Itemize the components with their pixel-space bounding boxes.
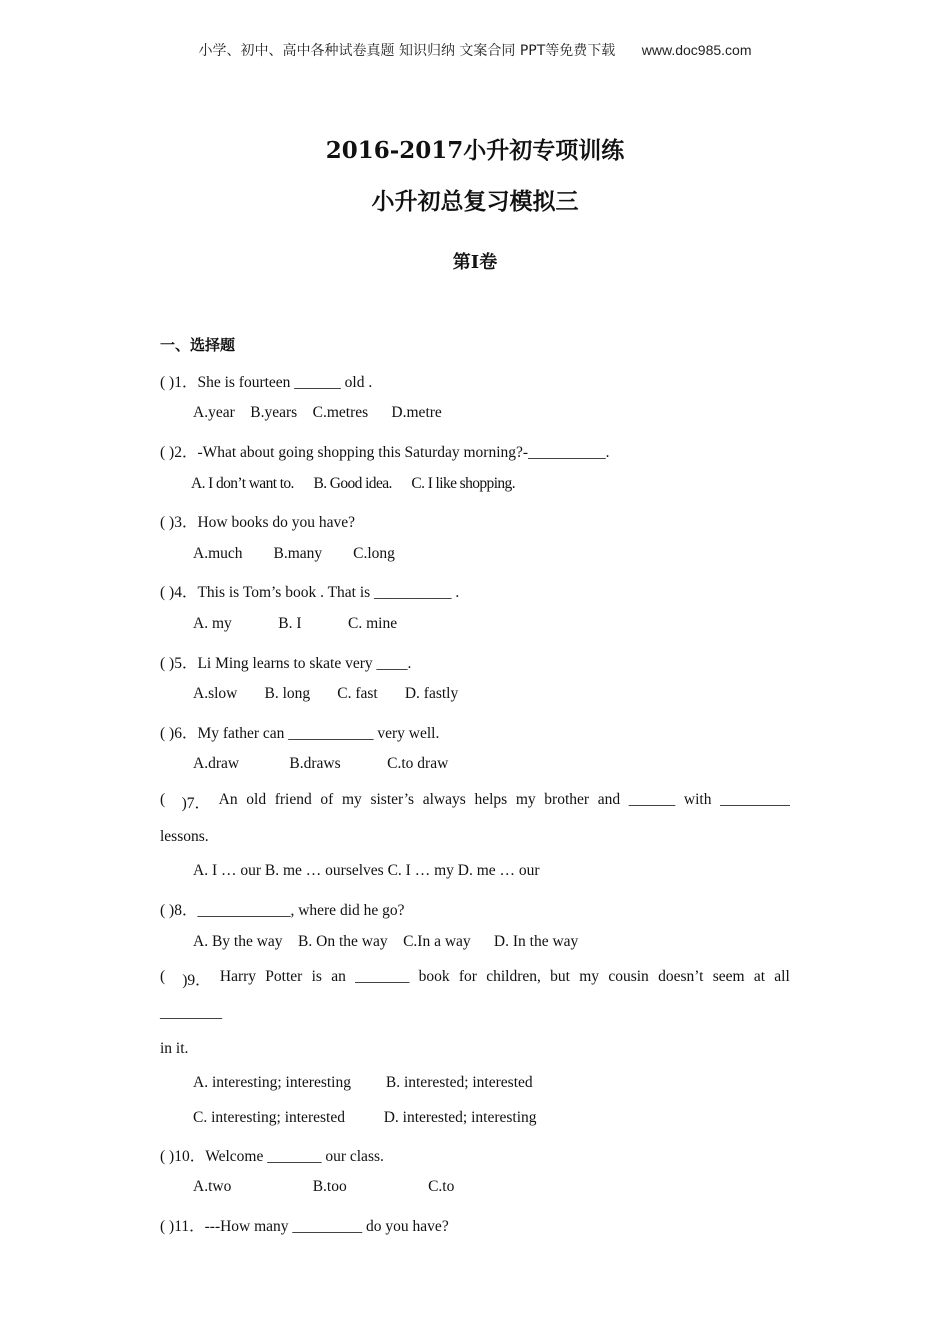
q7-word: and bbox=[597, 791, 621, 808]
q7-word: always bbox=[422, 791, 466, 808]
question-7-stem-continued: lessons. bbox=[160, 828, 209, 845]
q7-word: friend bbox=[274, 791, 312, 808]
question-1-stem: ( )1．She is fourteen ______ old . bbox=[160, 374, 373, 391]
q7-word: sister’s bbox=[370, 791, 415, 808]
question-5-stem: ( )5．Li Ming learns to skate very ____. bbox=[160, 655, 412, 672]
question-9-options-row-2: C. interesting; interested D. interested; interesting bbox=[193, 1109, 537, 1126]
q7-word: helps bbox=[474, 791, 508, 808]
question-5-options: A.slow B. long C. fast D. fastly bbox=[193, 685, 459, 702]
q7-word: ______ bbox=[628, 791, 676, 808]
question-4-stem: ( )4．This is Tom’s book . That is __________ . bbox=[160, 584, 460, 601]
question-9-options-row-1: A. interesting; interesting B. interested; interested bbox=[193, 1074, 533, 1091]
question-6-stem: ( )6．My father can ___________ very well. bbox=[160, 725, 440, 742]
q7-word: my bbox=[341, 791, 362, 808]
q9-word: book bbox=[418, 968, 450, 985]
question-11-stem: ( )11．---How many _________ do you have? bbox=[160, 1218, 449, 1235]
q9-word: Potter bbox=[265, 968, 303, 985]
question-9-blank: ________ bbox=[160, 1004, 222, 1021]
q7-word: with bbox=[683, 791, 712, 808]
question-4-options: A. my B. I C. mine bbox=[193, 615, 398, 632]
title-line-2: 小升初总复习模拟三 bbox=[371, 188, 579, 215]
volume-label: 第I卷 bbox=[452, 252, 498, 273]
q9-word: doesn’t bbox=[658, 968, 704, 985]
question-7-options: A. I … our B. me … ourselves C. I … my D. me … our bbox=[193, 862, 540, 879]
question-6-options: A.draw B.draws C.to draw bbox=[193, 755, 449, 772]
q9-word: seem bbox=[712, 968, 745, 985]
question-9-stem bbox=[160, 968, 790, 990]
section-heading: 一、选择题 bbox=[160, 336, 236, 354]
question-2-stem: ( )2．-What about going shopping this Saturday morning?-__________. bbox=[160, 444, 610, 461]
q9-word: )9． bbox=[174, 972, 211, 989]
question-1-options: A.year B.years C.metres D.metre bbox=[193, 404, 442, 421]
page-header bbox=[0, 40, 950, 60]
question-10-stem: ( )10．Welcome _______ our class. bbox=[160, 1148, 384, 1165]
header-text: 小学、初中、高中各种试卷真题 知识归纳 文案合同 PPT等免费下载 bbox=[198, 43, 616, 59]
question-3-stem: ( )3．How books do you have? bbox=[160, 514, 356, 531]
question-9-stem-continued: in it. bbox=[160, 1040, 189, 1057]
title-line-1: 2016-2017小升初专项训练 bbox=[325, 137, 625, 164]
q9-word: ( bbox=[160, 968, 166, 985]
q7-word: ( bbox=[160, 791, 166, 808]
question-2-options: A. I don’t want to. B. Good idea. C. I like shopping. bbox=[191, 475, 515, 492]
q9-word: all bbox=[774, 968, 790, 985]
q9-word: an bbox=[331, 968, 346, 985]
q9-word: children, bbox=[486, 968, 541, 985]
q9-word: at bbox=[753, 968, 765, 985]
question-8-options: A. By the way B. On the way C.In a way D. In the way bbox=[193, 933, 579, 950]
q7-word: brother bbox=[544, 791, 590, 808]
question-8-stem: ( )8．____________, where did he go? bbox=[160, 902, 405, 919]
q7-word: _________ bbox=[720, 791, 790, 808]
q9-word: for bbox=[458, 968, 477, 985]
question-7-stem bbox=[160, 791, 790, 813]
question-3-options: A.much B.many C.long bbox=[193, 545, 395, 562]
q7-word: my bbox=[515, 791, 536, 808]
q9-word: cousin bbox=[608, 968, 649, 985]
q7-word: old bbox=[246, 791, 267, 808]
q7-word: An bbox=[218, 791, 238, 808]
q9-word: but bbox=[550, 968, 570, 985]
q9-word: Harry bbox=[219, 968, 257, 985]
q9-word: _______ bbox=[355, 968, 410, 985]
q7-word: of bbox=[320, 791, 334, 808]
q9-word: my bbox=[579, 968, 600, 985]
q9-word: is bbox=[311, 968, 322, 985]
header-site-link[interactable]: www.doc985.com bbox=[641, 42, 752, 58]
question-10-options: A.two B.too C.to bbox=[193, 1178, 455, 1195]
q7-word: )7． bbox=[173, 795, 210, 812]
